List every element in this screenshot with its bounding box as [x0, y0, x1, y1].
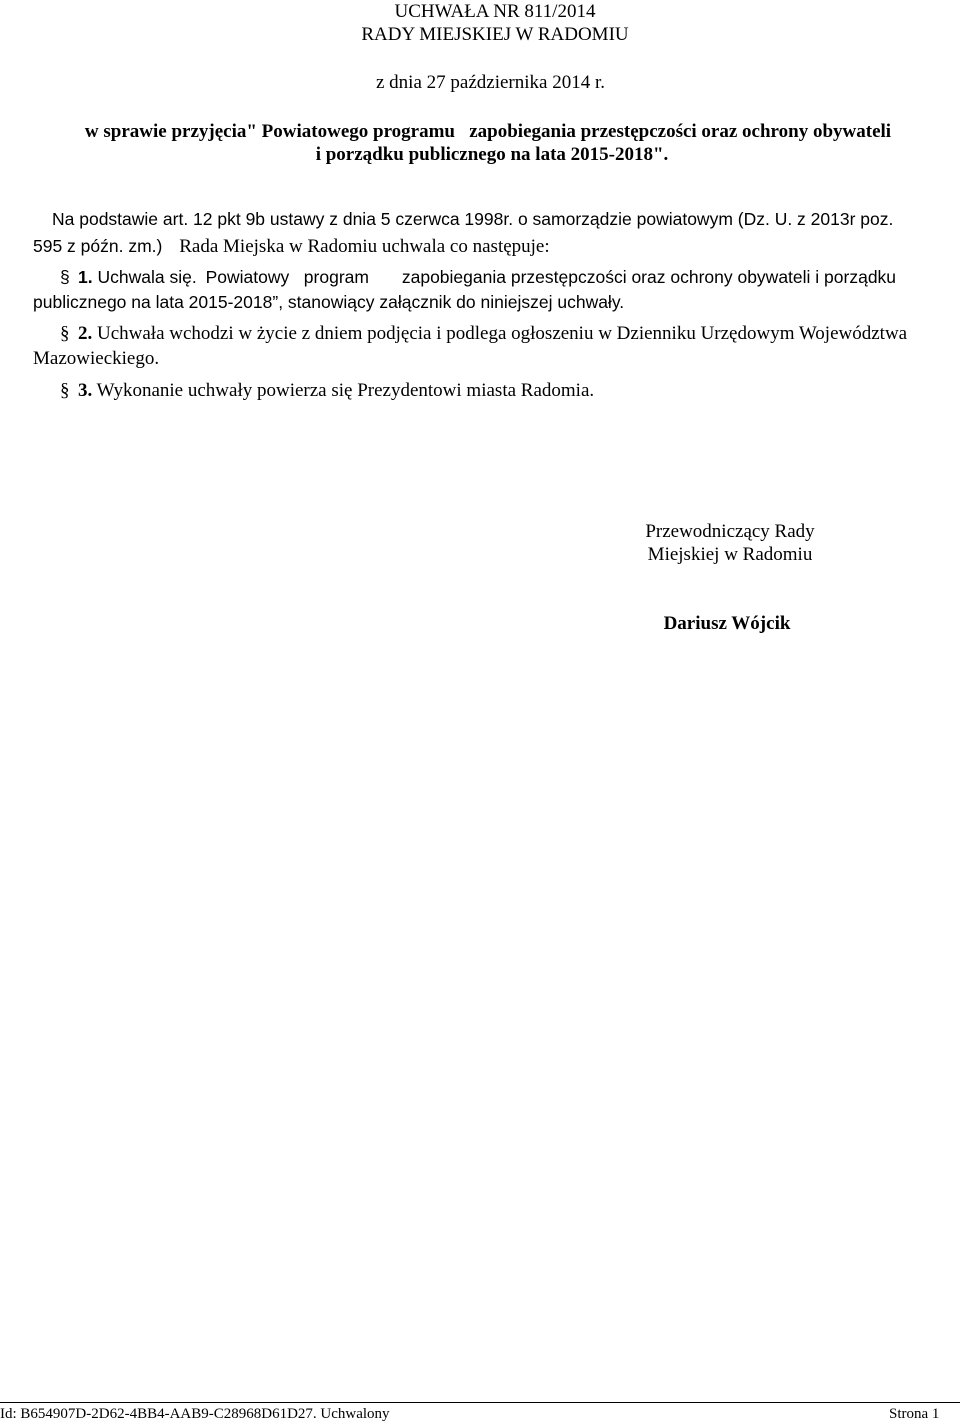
- section-1-text-b: Powiatowy program: [205, 267, 369, 287]
- section-1-mark: §: [60, 267, 70, 287]
- section-3-text: Wykonanie uchwały powierza się Prezydentowi miasta Radomia.: [96, 380, 595, 401]
- signature-role: [590, 520, 870, 566]
- preamble-line-1: Na podstawie art. 12 pkt 9b ustawy z dnia 5 czerwca 1998r. o samorządzie powiatowym (Dz. U. z 2013r poz.: [52, 209, 894, 229]
- section-2-line-1: [78, 320, 907, 348]
- section-2-number: 2.: [78, 323, 93, 344]
- footer-page-number: Strona 1: [889, 1406, 940, 1422]
- title-line-2: RADY MIEJSKIEJ W RADOMIU: [361, 24, 629, 45]
- title-line-1: UCHWAŁA NR 811/2014: [394, 1, 596, 22]
- section-2-line-2: Mazowieckiego.: [33, 348, 160, 369]
- signature-role-line-2: Miejskiej w Radomiu: [647, 544, 813, 565]
- section-1-text-a: Uchwala się.: [97, 267, 197, 287]
- section-1-number: 1.: [78, 267, 93, 287]
- section-3-number: 3.: [78, 380, 93, 401]
- section-1-line-2: publicznego na lata 2015-2018”, stanowiący załącznik do niniejszej uchwały.: [33, 292, 625, 312]
- resolution-subject: [8, 120, 960, 166]
- preamble-council-text: Rada Miejska w Radomiu uchwala co następuje:: [179, 236, 550, 257]
- section-2-mark: §: [60, 323, 70, 344]
- signature-name: Dariusz Wójcik: [663, 613, 791, 634]
- footer-document-id: Id: B654907D-2D62-4BB4-AAB9-C28968D61D27. Uchwalony: [0, 1406, 390, 1422]
- preamble-line-2: [33, 232, 550, 261]
- resolution-date: z dnia 27 października 2014 r.: [376, 72, 605, 93]
- footer-divider: [0, 1402, 960, 1403]
- section-2-text: Uchwała wchodzi w życie z dniem podjęcia i podlega ogłoszeniu w Dzienniku Urzędowym Województwa: [97, 323, 908, 344]
- section-1-text-c: zapobiegania przestępczości oraz ochrony obywateli i porządku: [401, 267, 897, 287]
- signature-role-line-1: Przewodniczący Rady: [645, 521, 815, 542]
- preamble-citation: 595 z późn. zm.): [33, 236, 163, 256]
- subject-line-1: w sprawie przyjęcia" Powiatowego programu zapobiegania przestępczości oraz ochrony obywateli: [84, 121, 892, 142]
- subject-line-2: i porządku publicznego na lata 2015-2018".: [315, 144, 669, 165]
- resolution-title: [15, 0, 960, 46]
- section-3-mark: §: [60, 380, 70, 401]
- section-3-line-1: [78, 377, 594, 405]
- section-1-line-1: [78, 263, 958, 291]
